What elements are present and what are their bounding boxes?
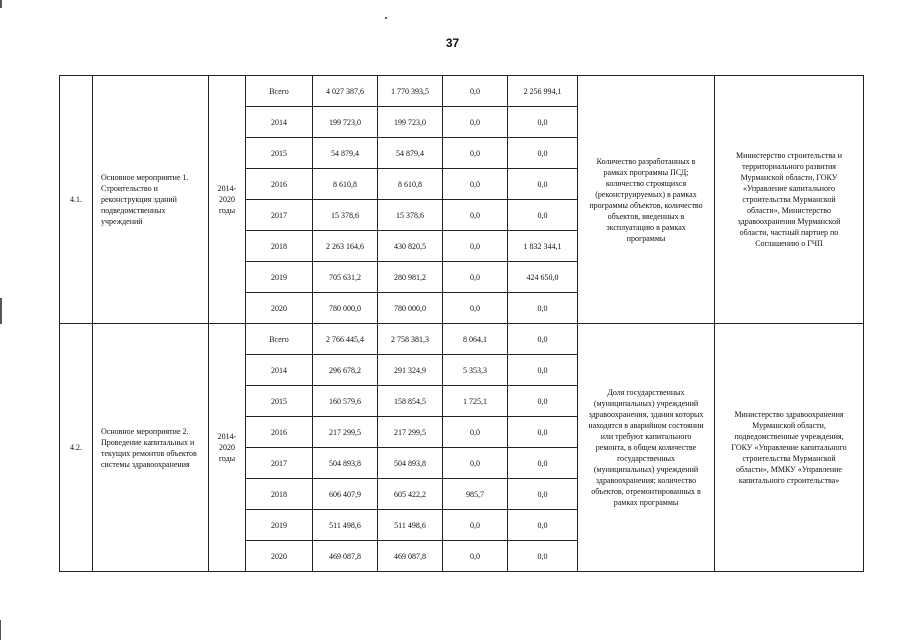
year-cell: 2020 <box>246 293 313 324</box>
year-cell: 2015 <box>246 386 313 417</box>
table-row <box>60 324 864 355</box>
other-cell: 2 256 994,1 <box>508 76 578 107</box>
year-cell: 2019 <box>246 262 313 293</box>
total-cell: 160 579,6 <box>313 386 378 417</box>
regional-cell: 1 770 393,5 <box>378 76 443 107</box>
federal-cell: 0,0 <box>443 76 508 107</box>
total-cell: 780 000,0 <box>313 293 378 324</box>
other-cell: 0,0 <box>508 107 578 138</box>
section-number: 4.1. <box>60 76 93 324</box>
other-cell: 0,0 <box>508 510 578 541</box>
regional-cell: 8 610,8 <box>378 169 443 200</box>
indicator-cell: Доля государственных (муниципальных) учреждений здравоохранения, здания которых находятся в аварийном состоянии или требуют капитального ремонта, в общем количестве государственных (муниципальных) учреждений здравоохранения; количество объектов, отремонтированных в рамках программы <box>578 324 715 572</box>
regional-cell: 430 820,5 <box>378 231 443 262</box>
federal-cell: 0,0 <box>443 293 508 324</box>
federal-cell: 985,7 <box>443 479 508 510</box>
other-cell: 0,0 <box>508 448 578 479</box>
total-cell: 217 299,5 <box>313 417 378 448</box>
section-name: Основное мероприятие 1. Строительство и реконструкция зданий подведомственных учреждений <box>93 76 209 324</box>
total-cell: 296 678,2 <box>313 355 378 386</box>
federal-cell: 0,0 <box>443 169 508 200</box>
scan-mark <box>0 0 2 8</box>
year-cell: 2020 <box>246 541 313 572</box>
year-cell: Всего <box>246 324 313 355</box>
other-cell: 0,0 <box>508 200 578 231</box>
regional-cell: 217 299,5 <box>378 417 443 448</box>
federal-cell: 0,0 <box>443 262 508 293</box>
total-cell: 2 766 445,4 <box>313 324 378 355</box>
total-cell: 4 027 387,6 <box>313 76 378 107</box>
federal-cell: 5 353,3 <box>443 355 508 386</box>
other-cell: 0,0 <box>508 138 578 169</box>
year-cell: 2016 <box>246 169 313 200</box>
regional-cell: 780 000,0 <box>378 293 443 324</box>
federal-cell: 0,0 <box>443 138 508 169</box>
total-cell: 8 610,8 <box>313 169 378 200</box>
other-cell: 0,0 <box>508 541 578 572</box>
year-cell: 2014 <box>246 107 313 138</box>
federal-cell: 0,0 <box>443 200 508 231</box>
regional-cell: 15 378,6 <box>378 200 443 231</box>
table-row <box>60 76 864 107</box>
federal-cell: 1 725,1 <box>443 386 508 417</box>
total-cell: 705 631,2 <box>313 262 378 293</box>
regional-cell: 504 893,8 <box>378 448 443 479</box>
regional-cell: 291 324,9 <box>378 355 443 386</box>
other-cell: 0,0 <box>508 355 578 386</box>
year-cell: 2017 <box>246 448 313 479</box>
federal-cell: 0,0 <box>443 448 508 479</box>
year-cell: 2018 <box>246 231 313 262</box>
year-cell: 2016 <box>246 417 313 448</box>
other-cell: 0,0 <box>508 324 578 355</box>
other-cell: 0,0 <box>508 386 578 417</box>
federal-cell: 8 064,1 <box>443 324 508 355</box>
year-cell: 2014 <box>246 355 313 386</box>
other-cell: 0,0 <box>508 417 578 448</box>
regional-cell: 199 723,0 <box>378 107 443 138</box>
program-table <box>59 75 864 572</box>
federal-cell: 0,0 <box>443 231 508 262</box>
other-cell: 1 832 344,1 <box>508 231 578 262</box>
other-cell: 0,0 <box>508 293 578 324</box>
federal-cell: 0,0 <box>443 107 508 138</box>
section-number: 4.2. <box>60 324 93 572</box>
scan-mark <box>0 298 2 324</box>
scan-mark <box>0 620 1 640</box>
other-cell: 0,0 <box>508 169 578 200</box>
section-years: 2014-2020 годы <box>209 324 246 572</box>
federal-cell: 0,0 <box>443 417 508 448</box>
indicator-cell: Количество разработанных в рамках программы ПСД; количество строящихся (реконструируемых) в рамках программы объектов, количество объектов, введенных в эксплуатацию в рамках программы <box>578 76 715 324</box>
total-cell: 606 407,9 <box>313 479 378 510</box>
year-cell: 2017 <box>246 200 313 231</box>
scan-mark <box>385 17 387 19</box>
regional-cell: 158 854,5 <box>378 386 443 417</box>
year-cell: 2018 <box>246 479 313 510</box>
year-cell: 2015 <box>246 138 313 169</box>
year-cell: 2019 <box>246 510 313 541</box>
federal-cell: 0,0 <box>443 510 508 541</box>
total-cell: 504 893,8 <box>313 448 378 479</box>
executor-cell: Министерство строительства и территориального развития Мурманской области, ГОКУ «Управление капитального строительства Мурманской области», Министерство здравоохранения Мурманской области, частный партнер по Соглашению о ГЧП <box>715 76 864 324</box>
year-cell: Всего <box>246 76 313 107</box>
total-cell: 54 879,4 <box>313 138 378 169</box>
regional-cell: 280 981,2 <box>378 262 443 293</box>
regional-cell: 605 422,2 <box>378 479 443 510</box>
section-years: 2014-2020 годы <box>209 76 246 324</box>
other-cell: 424 650,0 <box>508 262 578 293</box>
total-cell: 469 087,8 <box>313 541 378 572</box>
regional-cell: 469 087,8 <box>378 541 443 572</box>
executor-cell: Министерство здравоохранения Мурманской области, подведомственные учреждения, ГОКУ «Управление капитального строительства Мурманской области», ММКУ «Управление капитального строительства» <box>715 324 864 572</box>
federal-cell: 0,0 <box>443 541 508 572</box>
other-cell: 0,0 <box>508 479 578 510</box>
total-cell: 199 723,0 <box>313 107 378 138</box>
total-cell: 15 378,6 <box>313 200 378 231</box>
section-name: Основное мероприятие 2. Проведение капитальных и текущих ремонтов объектов системы здравоохранения <box>93 324 209 572</box>
regional-cell: 2 758 381,3 <box>378 324 443 355</box>
regional-cell: 54 879,4 <box>378 138 443 169</box>
total-cell: 2 263 164,6 <box>313 231 378 262</box>
total-cell: 511 498,6 <box>313 510 378 541</box>
regional-cell: 511 498,6 <box>378 510 443 541</box>
page-number: 37 <box>445 36 460 50</box>
